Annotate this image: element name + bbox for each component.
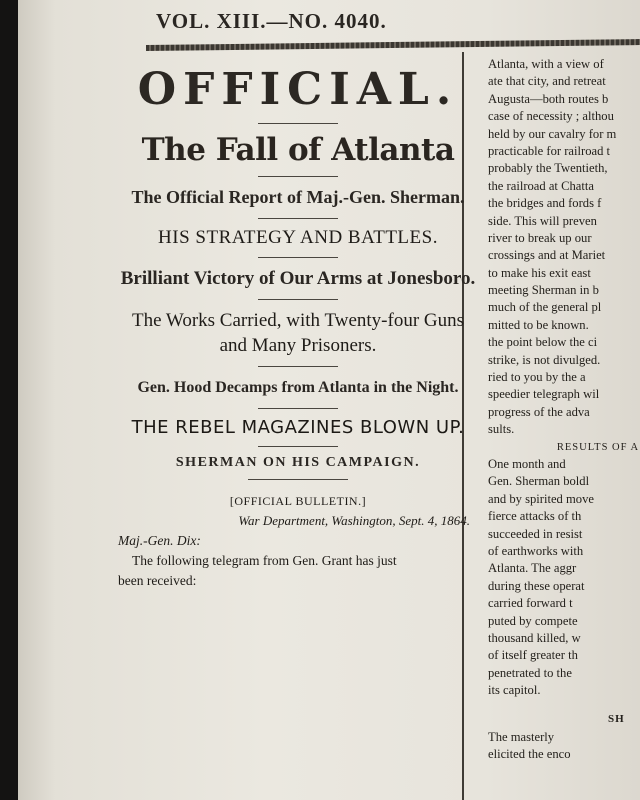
masthead-volume-number: VOL. XIII.—NO. 4040. (156, 9, 387, 33)
section-head-results: RESULTS OF A (556, 441, 640, 453)
column-text-line: crossings and at Mariet (488, 248, 606, 263)
bulletin-text-line: The following telegram from Gen. Grant has just (132, 553, 397, 568)
divider (258, 408, 338, 409)
subhead-official-report: The Official Report of Maj.-Gen. Sherman. (131, 187, 465, 207)
column-text-line: meeting Sherman in b (488, 283, 599, 298)
divider (258, 366, 338, 367)
column-text-line: One month and (488, 456, 566, 471)
column-text-line: elicited the enco (488, 747, 571, 762)
divider (258, 257, 338, 258)
column-text-line: of earthworks with (488, 543, 584, 558)
bulletin-dateline: War Department, Washington, Sept. 4, 1864. (238, 513, 470, 528)
main-article-column (118, 58, 478, 591)
adjacent-column-text (488, 56, 640, 764)
headline-fall-of-atlanta: The Fall of Atlanta (141, 132, 455, 168)
divider (258, 176, 338, 177)
column-text-line: Augusta—both routes b (488, 91, 609, 106)
official-bulletin-label: [OFFICIAL BULLETIN.] (229, 494, 367, 508)
newspaper-page (18, 0, 640, 800)
column-text-line: Atlanta, with a view of (488, 57, 604, 71)
column-text-line: penetrated to the (488, 665, 572, 680)
bulletin-text-line: been received: (118, 573, 197, 588)
column-text-line: sults. (488, 422, 515, 437)
column-text-line: Gen. Sherman boldl (488, 474, 590, 489)
column-text-line: strike, is not divulged. (488, 352, 601, 367)
column-text-line: its capitol. (488, 683, 541, 698)
column-text-line: mitted to be known. (488, 317, 589, 332)
subhead-victory-jonesboro: Brilliant Victory of Our Arms at Jonesboro. (120, 268, 476, 289)
divider (258, 299, 338, 300)
column-text-line: carried forward t (488, 596, 573, 611)
column-text-line: the railroad at Chatta (488, 178, 594, 193)
column-text-line: The masterly (488, 729, 555, 744)
column-text-line: to make his exit east (488, 265, 591, 280)
section-head-fragment: SH (608, 713, 625, 726)
column-text-line: probably the Twentieth, (488, 161, 608, 176)
column-text-line: and by spirited move (488, 491, 594, 506)
subhead-hood-decamps: Gen. Hood Decamps from Atlanta in the Night. (137, 379, 459, 396)
column-text-line: much of the general pl (488, 300, 602, 315)
divider (248, 479, 348, 480)
column-text-line: practicable for railroad t (488, 143, 611, 158)
subhead-works-carried: The Works Carried, with Twenty-four Guns and Many Prisoners. (131, 310, 465, 356)
subhead-strategy-battles: HIS STRATEGY AND BATTLES. (158, 227, 438, 248)
divider (258, 218, 338, 219)
column-text-line: ried to you by the a (488, 370, 586, 385)
subhead-magazines-blown-up: THE REBEL MAGAZINES BLOWN UP. (131, 417, 465, 438)
column-text-line: side. This will preven (488, 213, 597, 228)
column-text-line: the bridges and fords f (488, 196, 602, 211)
masthead-rule (146, 39, 640, 51)
column-text-line: of itself greater th (488, 648, 578, 663)
column-text-line: during these operat (488, 578, 585, 593)
column-text-line: fierce attacks of th (488, 509, 582, 524)
column-text-line: progress of the adva (488, 404, 590, 419)
divider (258, 446, 338, 447)
headline-official: OFFICIAL. (137, 64, 459, 115)
column-text-line: river to break up our (488, 230, 592, 245)
column-text-line: held by our cavalry for m (488, 126, 617, 141)
subhead-sherman-campaign: SHERMAN ON HIS CAMPAIGN. (175, 455, 421, 470)
column-text-line: case of necessity ; althou (488, 109, 614, 124)
column-text-line: speedier telegraph wil (488, 387, 600, 402)
column-text-line: Atlanta. The aggr (488, 561, 577, 576)
column-text-line: the point below the ci (488, 335, 598, 350)
bulletin-body (118, 531, 478, 591)
bulletin-salutation: Maj.-Gen. Dix: (118, 533, 201, 548)
column-text-line: succeeded in resist (488, 526, 583, 541)
column-text-line: puted by compete (488, 613, 578, 628)
column-text-line: ate that city, and retreat (488, 74, 606, 89)
divider (258, 123, 338, 124)
column-text-line: thousand killed, w (488, 630, 581, 645)
